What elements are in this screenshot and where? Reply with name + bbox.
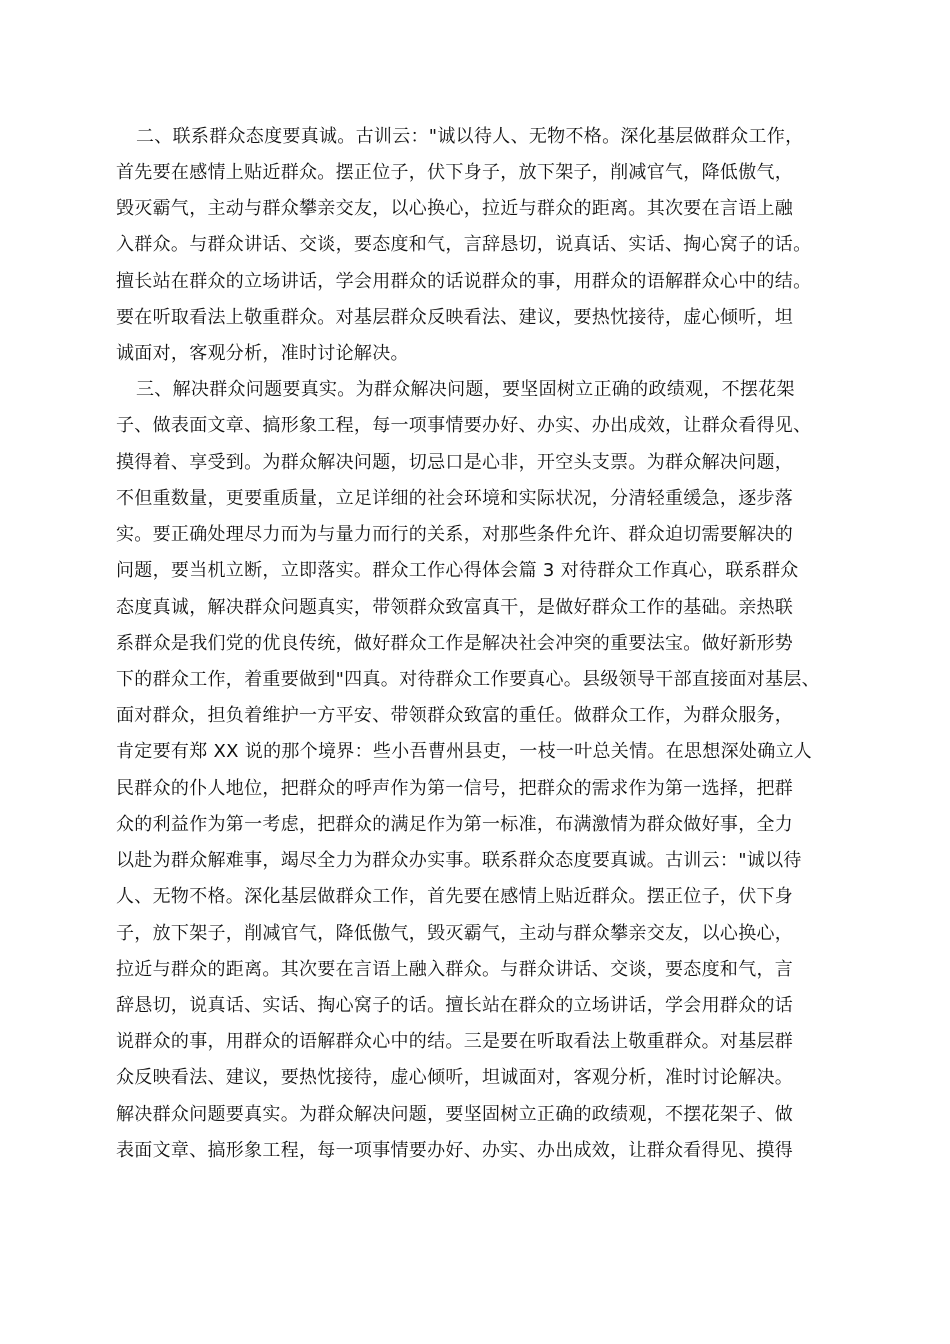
text-line: 问题，要当机立断，立即落实。群众工作心得体会篇 3 对待群众工作真心，联系群众 xyxy=(116,560,799,581)
text-line: 擅长站在群众的立场讲话，学会用群众的话说群众的事，用群众的语解群众心中的结。 xyxy=(116,271,812,292)
text-line: 说群众的事，用群众的语解群众心中的结。三是要在听取看法上敬重群众。对基层群 xyxy=(116,1031,794,1052)
text-line: 诚面对，客观分析，准时讨论解决。 xyxy=(116,343,409,364)
text-line: 要在听取看法上敬重群众。对基层群众反映看法、建议，要热忱接待，虚心倾听，坦 xyxy=(116,307,794,328)
text-line: 众反映看法、建议，要热忱接待，虚心倾听，坦诚面对，客观分析，准时讨论解决。 xyxy=(116,1067,794,1088)
text-line: 辞恳切，说真话、实话、掏心窝子的话。擅长站在群众的立场讲话，学会用群众的话 xyxy=(116,995,794,1016)
text-line: 入群众。与群众讲话、交谈，要态度和气，言辞恳切，说真话、实话、掏心窝子的话。 xyxy=(116,234,812,255)
text-line: 三、解决群众问题要真实。为群众解决问题，要坚固树立正确的政绩观，不摆花架 xyxy=(136,379,795,400)
text-line: 毁灭霸气，主动与群众攀亲交友，以心换心，拉近与群众的距离。其次要在言语上融 xyxy=(116,198,794,219)
text-line: 下的群众工作，着重要做到"四真。对待群众工作要真心。县级领导干部直接面对基层、 xyxy=(116,669,820,690)
text-line: 二、联系群众态度要真诚。古训云："诚以待人、无物不格。深化基层做群众工作， xyxy=(136,126,804,147)
text-line: 众的利益作为第一考虑，把群众的满足作为第一标准，布满激情为群众做好事，全力 xyxy=(116,814,794,835)
text-line: 拉近与群众的距离。其次要在言语上融入群众。与群众讲话、交谈，要态度和气，言 xyxy=(116,959,794,980)
text-line: 肯定要有郑 XX 说的那个境界：些小吾曹州县吏，一枝一叶总关情。在思想深处确立人 xyxy=(116,741,813,762)
text-line: 解决群众问题要真实。为群众解决问题，要坚固树立正确的政绩观，不摆花架子、做 xyxy=(116,1104,794,1125)
text-line: 表面文章、搞形象工程，每一项事情要办好、办实、办出成效，让群众看得见、摸得 xyxy=(116,1140,794,1161)
text-line: 系群众是我们党的优良传统，做好群众工作是解决社会冲突的重要法宝。做好新形势 xyxy=(116,633,794,654)
text-line: 以赴为群众解难事，竭尽全力为群众办实事。联系群众态度要真诚。古训云："诚以待 xyxy=(116,850,802,871)
text-line: 态度真诚，解决群众问题真实，带领群众致富真干，是做好群众工作的基础。亲热联 xyxy=(116,597,794,618)
text-line: 不但重数量，更要重质量，立足详细的社会环境和实际状况，分清轻重缓急，逐步落 xyxy=(116,488,794,509)
text-line: 人、无物不格。深化基层做群众工作，首先要在感情上贴近群众。摆正位子，伏下身 xyxy=(116,886,794,907)
text-line: 实。要正确处理尽力而为与量力而行的关系，对那些条件允许、群众迫切需要解决的 xyxy=(116,524,794,545)
text-line: 首先要在感情上贴近群众。摆正位子，伏下身子，放下架子，削减官气，降低傲气， xyxy=(116,162,794,183)
text-line: 子，放下架子，削减官气，降低傲气，毁灭霸气，主动与群众攀亲交友，以心换心， xyxy=(116,923,794,944)
text-line: 面对群众，担负着维护一方平安、带领群众致富的重任。做群众工作，为群众服务， xyxy=(116,705,794,726)
text-line: 摸得着、享受到。为群众解决问题，切忌口是心非，开空头支票。为群众解决问题， xyxy=(116,452,794,473)
text-line: 民群众的仆人地位，把群众的呼声作为第一信号，把群众的需求作为第一选择，把群 xyxy=(116,778,794,799)
text-line: 子、做表面文章、搞形象工程，每一项事情要办好、办实、办出成效，让群众看得见、 xyxy=(116,415,812,436)
